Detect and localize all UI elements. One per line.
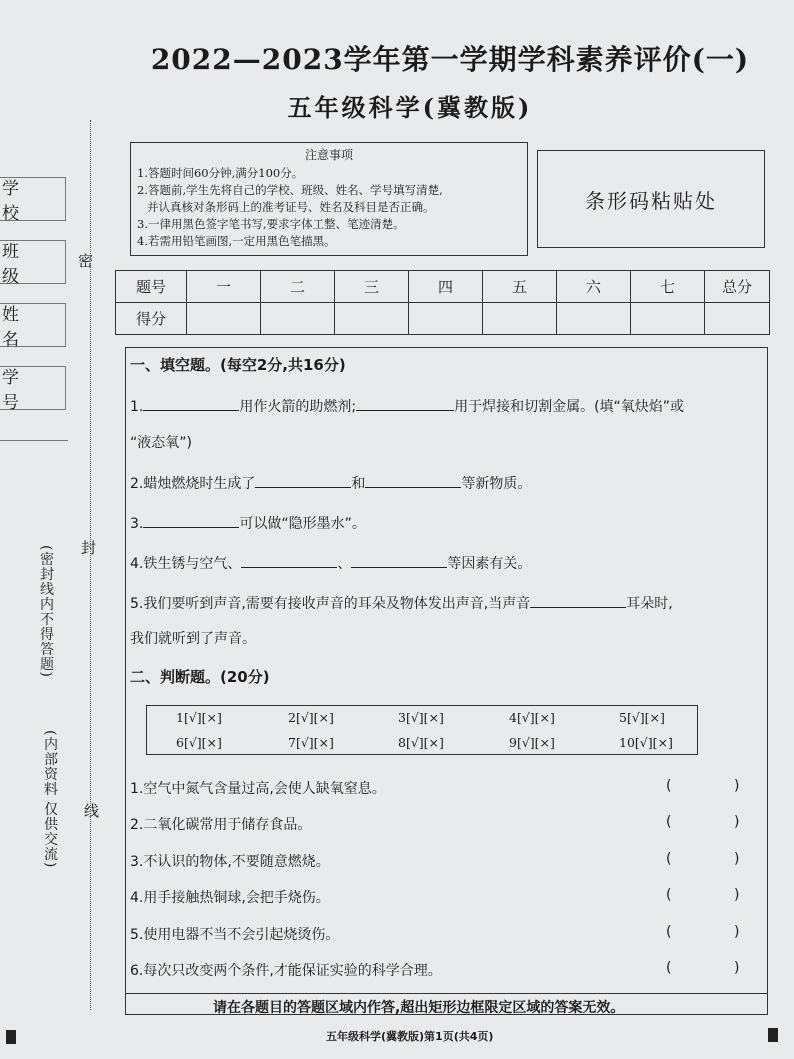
- judgement-question-5: 5.使用电器不当不会引起烧烫伤。: [130, 927, 340, 943]
- name-field: 姓 名: [0, 303, 66, 347]
- paren-open[interactable]: (: [666, 887, 672, 903]
- answer-option-6[interactable]: 6[√][×]: [176, 735, 222, 750]
- paren-close: ): [734, 887, 740, 903]
- score-cell[interactable]: [409, 303, 483, 335]
- notice-item: 4.若需用铅笔画图,一定用黑色笔描黑。: [137, 234, 336, 248]
- internal-note: (内部资料 仅供交流): [42, 730, 58, 869]
- answer-option-4[interactable]: 4[√][×]: [509, 710, 555, 725]
- seal-char-mi: 密: [78, 252, 94, 270]
- table-cell: 五: [483, 271, 557, 303]
- seal-char-feng: 封: [81, 539, 97, 557]
- answer-option-7[interactable]: 7[√][×]: [288, 735, 334, 750]
- student-info-column: [0, 172, 68, 434]
- table-cell: 得分: [116, 303, 187, 335]
- class-field: 班 级: [0, 240, 66, 284]
- table-cell: 三: [335, 271, 409, 303]
- judgement-question-2: 2.二氧化碳常用于储存食品。: [130, 817, 312, 833]
- table-cell: 二: [261, 271, 335, 303]
- paren-open[interactable]: (: [666, 851, 672, 867]
- footer-divider: [125, 993, 768, 994]
- notice-item: 并认真核对条形码上的准考证号、姓名及科目是否正确。: [147, 200, 435, 214]
- table-cell: 总分: [705, 271, 770, 303]
- answer-option-9[interactable]: 9[√][×]: [509, 735, 555, 750]
- table-cell: 题号: [116, 271, 187, 303]
- table-cell: 一: [187, 271, 261, 303]
- seal-char-xian: 线: [84, 802, 100, 820]
- answer-option-3[interactable]: 3[√][×]: [398, 710, 444, 725]
- section2-heading: 二、判断题。(20分): [130, 668, 270, 686]
- notice-item: 3.一律用黑色签字笔书写,要求字体工整、笔迹清楚。: [137, 217, 405, 231]
- barcode-area: [537, 150, 765, 248]
- score-cell[interactable]: [557, 303, 631, 335]
- blank[interactable]: [530, 593, 626, 608]
- paren-close: ): [734, 960, 740, 976]
- school-field: 学 校: [0, 177, 66, 221]
- student-number-field: 学 号: [0, 366, 66, 410]
- notice-item: 1.答题时间60分钟,满分100分。: [137, 166, 304, 180]
- exam-subtitle: 五年级科学(冀教版): [287, 93, 533, 122]
- exam-title: 2022—2023学年第一学期学科素养评价(一): [150, 43, 750, 76]
- table-cell: 七: [631, 271, 705, 303]
- blank[interactable]: [365, 473, 461, 488]
- blank[interactable]: [356, 396, 454, 411]
- score-cell[interactable]: [187, 303, 261, 335]
- question-fill-3: 3. 可以做“隐形墨水”。: [130, 513, 366, 533]
- score-cell[interactable]: [483, 303, 557, 335]
- notice-box: [130, 142, 528, 256]
- answer-option-2[interactable]: 2[√][×]: [288, 710, 334, 725]
- question-fill-5-cont: 我们就听到了声音。: [130, 631, 256, 647]
- page-number: 五年级科学(冀教版)第1页(共4页): [326, 1030, 494, 1043]
- answer-option-1[interactable]: 1[√][×]: [176, 710, 222, 725]
- seal-note: (密封线内不得答题): [38, 545, 54, 678]
- table-cell: 四: [409, 271, 483, 303]
- notice-item: 2.答题前,学生先将自己的学校、班级、姓名、学号填写清楚,: [137, 183, 443, 197]
- score-cell[interactable]: [335, 303, 409, 335]
- paren-close: ): [734, 924, 740, 940]
- blank[interactable]: [255, 473, 351, 488]
- paren-close: ): [734, 814, 740, 830]
- question-fill-5: 5.我们要听到声音,需要有接收声音的耳朵及物体发出声音,当声音 耳朵时,: [130, 593, 673, 613]
- question-fill-2: 2.蜡烛燃烧时生成了 和 等新物质。: [130, 473, 531, 493]
- footer-warning: 请在各题目的答题区域内作答,超出矩形边框限定区域的答案无效。: [213, 1000, 625, 1016]
- paren-close: ): [734, 851, 740, 867]
- seal-dotted-line: [90, 120, 91, 1010]
- judgement-question-6: 6.每次只改变两个条件,才能保证实验的科学合理。: [130, 963, 442, 979]
- section1-heading: 一、填空题。(每空2分,共16分): [130, 356, 346, 374]
- table-cell: 六: [557, 271, 631, 303]
- question-fill-1: 1. 用作火箭的助燃剂; 用于焊接和切割金属。(填“氧炔焰”或: [130, 396, 684, 416]
- corner-mark: [768, 1028, 778, 1042]
- paren-open[interactable]: (: [666, 960, 672, 976]
- judgement-question-4: 4.用手接触热铜球,会把手烧伤。: [130, 890, 330, 906]
- notice-heading: 注意事项: [304, 148, 353, 162]
- blank[interactable]: [143, 513, 239, 528]
- answer-option-10[interactable]: 10[√][×]: [619, 735, 673, 750]
- blank[interactable]: [241, 553, 337, 568]
- paren-close: ): [734, 778, 740, 794]
- paren-open[interactable]: (: [666, 924, 672, 940]
- answer-option-5[interactable]: 5[√][×]: [619, 710, 665, 725]
- blank[interactable]: [351, 553, 447, 568]
- question-fill-1-cont: “液态氧”): [130, 435, 192, 451]
- answer-option-8[interactable]: 8[√][×]: [398, 735, 444, 750]
- table-row: [116, 303, 770, 335]
- score-cell[interactable]: [705, 303, 770, 335]
- blank[interactable]: [143, 396, 239, 411]
- paren-open[interactable]: (: [666, 814, 672, 830]
- score-cell[interactable]: [261, 303, 335, 335]
- info-divider: [0, 440, 68, 442]
- table-row: [116, 271, 770, 303]
- barcode-label: 条形码粘贴处: [585, 188, 717, 213]
- judgement-question-1: 1.空气中氮气含量过高,会使人缺氧窒息。: [130, 781, 386, 797]
- score-table: [115, 270, 770, 335]
- question-fill-4: 4.铁生锈与空气、 、 等因素有关。: [130, 553, 531, 573]
- paren-open[interactable]: (: [666, 778, 672, 794]
- judgement-question-3: 3.不认识的物体,不要随意燃烧。: [130, 854, 330, 870]
- score-cell[interactable]: [631, 303, 705, 335]
- corner-mark: [6, 1030, 16, 1044]
